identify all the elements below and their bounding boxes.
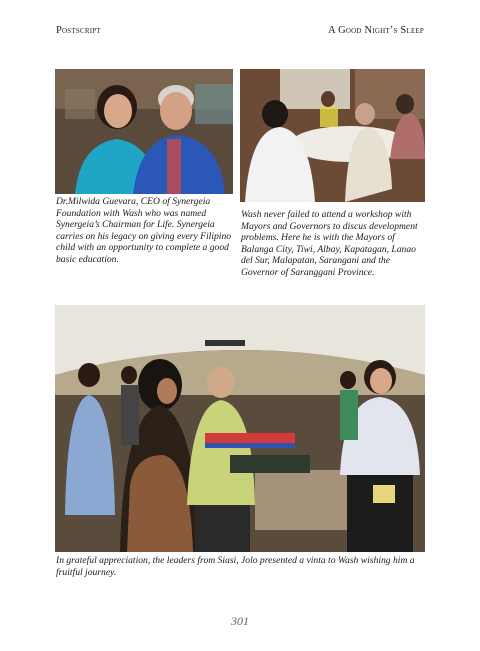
photo-workshop-with-mayors [240, 69, 425, 202]
caption-photo-2: Wash never failed to attend a workshop with Mayors and Governors to discus development problems. Here he is with the Mayors of Balanga City, Tiwi, Albay, Kapatagan, Lanao del Sur, Malapatan, Sarangani and the Governor of Saranggani Province. [241, 209, 418, 278]
caption-photo-3: In grateful appreciation, the leaders from Siasi, Jolo presented a vinta to Wash wishing him a fruitful journey. [56, 555, 415, 578]
running-head-right: A Good Night’s Sleep [328, 25, 424, 36]
caption-photo-1: Dr.Milwida Guevara, CEO of Synergeia Foundation with Wash who was named Synergeia’s Chairman for Life. Synergeia carries on his legacy on giving every Filipino child with an opportunity to complete a good basic education. [56, 196, 232, 265]
photo-guevara-and-wash [55, 69, 233, 194]
running-head-left: Postscript [56, 25, 101, 36]
photo-vinta-presentation [55, 305, 425, 552]
page-number: 301 [231, 614, 249, 628]
